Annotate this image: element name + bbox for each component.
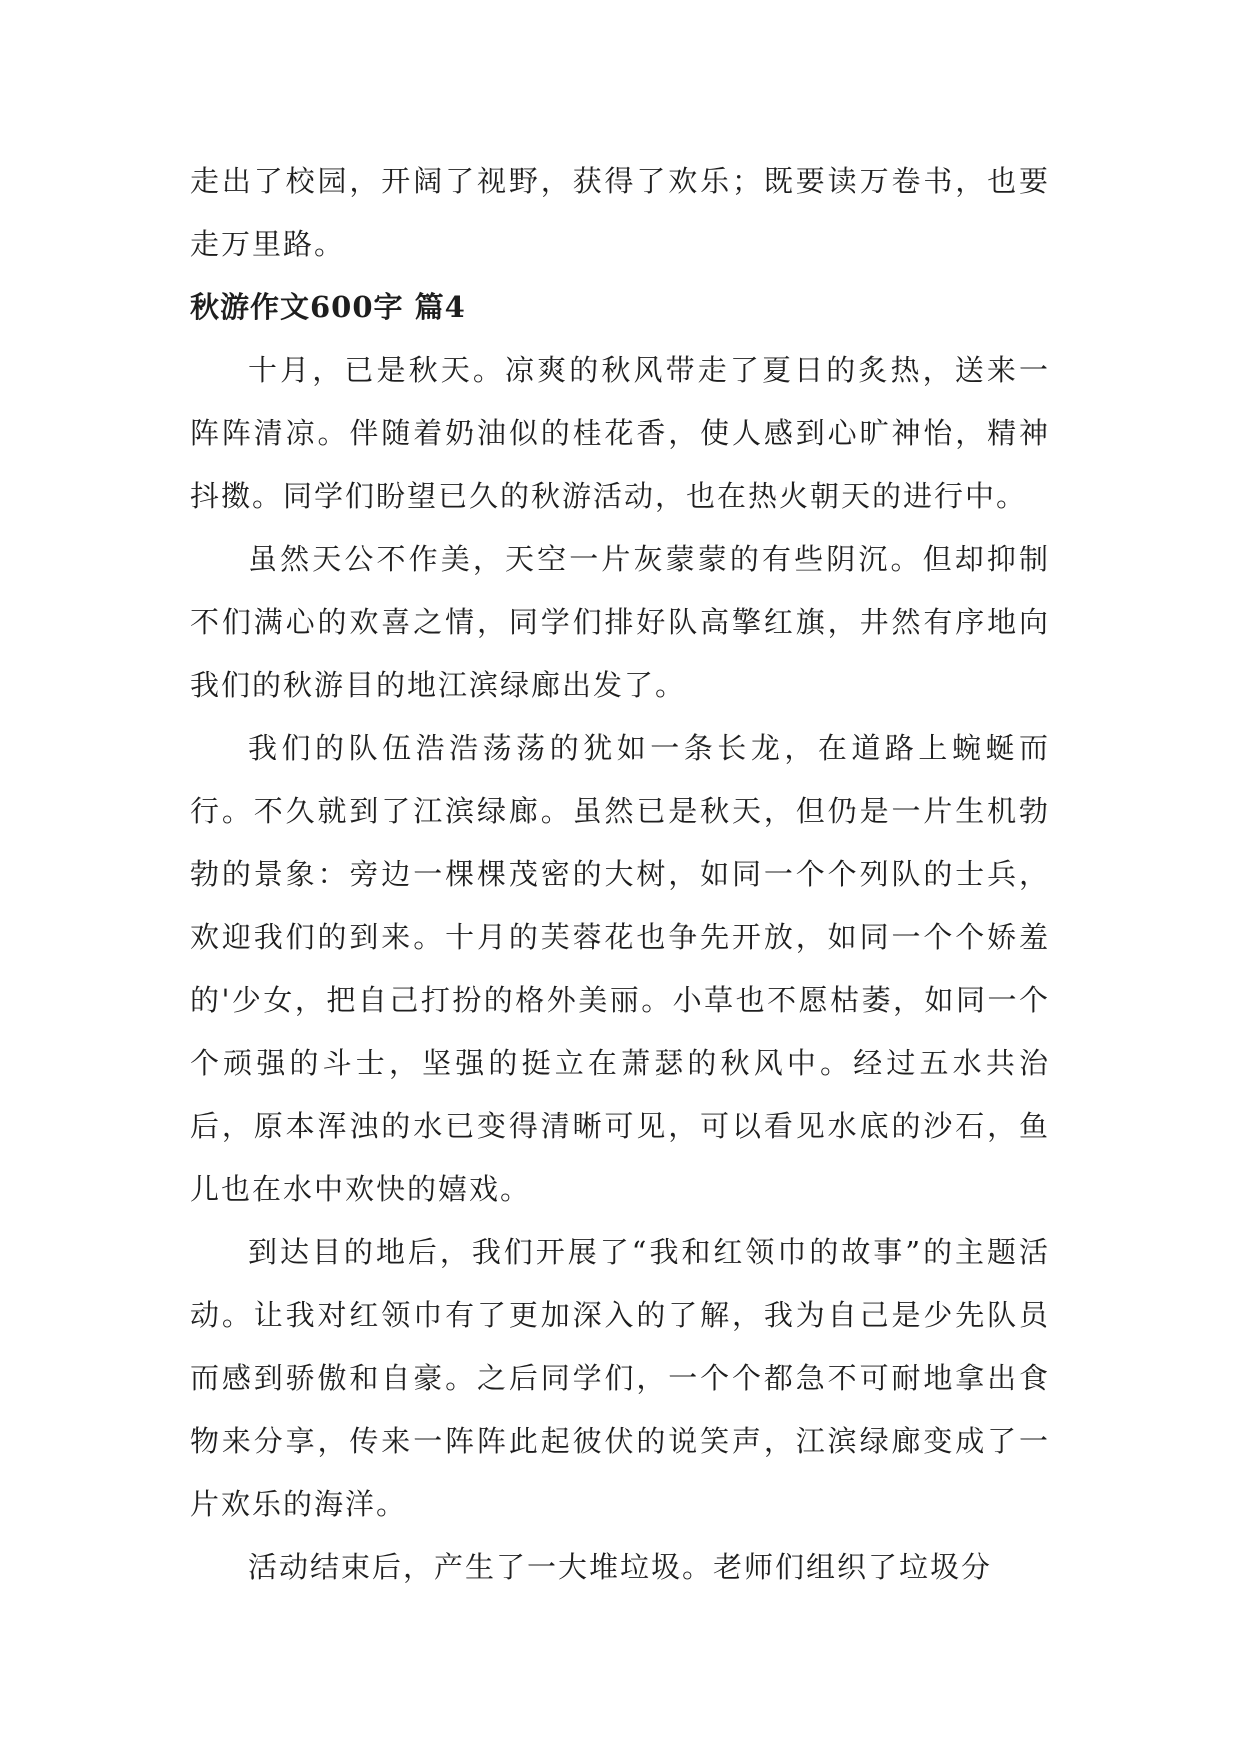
document-page: [190, 150, 1050, 1599]
body-paragraph: 我们的队伍浩浩荡荡的犹如一条长龙，在道路上蜿蜒而行。不久就到了江滨绿廊。虽然已是秋天，但仍是一片生机勃勃的景象：旁边一棵棵茂密的大树，如同一个个列队的士兵，欢迎我们的到来。十月的芙蓉花也争先开放，如同一个个娇羞的'少女，把自己打扮的格外美丽。小草也不愿枯萎，如同一个个顽强的斗士，坚强的挺立在萧瑟的秋风中。经过五水共治后，原本浑浊的水已变得清晰可见，可以看见水底的沙石，鱼儿也在水中欢快的嬉戏。: [190, 731, 1050, 1206]
body-paragraph: 虽然天公不作美，天空一片灰蒙蒙的有些阴沉。但却抑制不们满心的欢喜之情，同学们排好队高擎红旗，井然有序地向我们的秋游目的地江滨绿廊出发了。: [190, 542, 1050, 702]
body-paragraph: 活动结束后，产生了一大堆垃圾。老师们组织了垃圾分: [248, 1550, 993, 1584]
body-paragraph: 到达目的地后，我们开展了“我和红领巾的故事”的主题活动。让我对红领巾有了更加深入的了解，我为自己是少先队员而感到骄傲和自豪。之后同学们，一个个都急不可耐地拿出食物来分享，传来一阵阵此起彼伏的说笑声，江滨绿廊变成了一片欢乐的海洋。: [190, 1235, 1050, 1521]
continuation-paragraph: 走出了校园，开阔了视野，获得了欢乐；既要读万卷书，也要走万里路。: [190, 164, 1050, 261]
essay-heading: 秋游作文600字 篇4: [190, 290, 466, 324]
body-paragraph: 十月，已是秋天。凉爽的秋风带走了夏日的炙热，送来一阵阵清凉。伴随着奶油似的桂花香，使人感到心旷神怡，精神抖擞。同学们盼望已久的秋游活动，也在热火朝天的进行中。: [190, 353, 1050, 513]
